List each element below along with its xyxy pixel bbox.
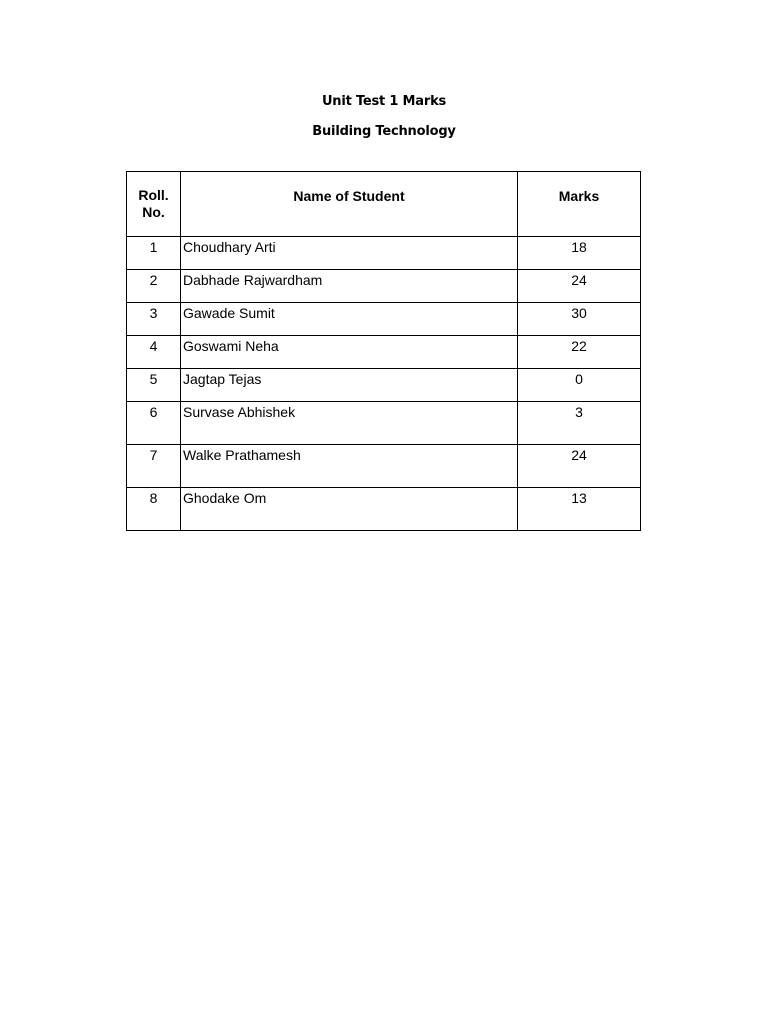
- student-name-cell: Dabhade Rajwardham: [181, 270, 518, 303]
- roll-no-cell: 7: [127, 445, 181, 488]
- table-row: [127, 445, 641, 488]
- table-row: [127, 369, 641, 402]
- header-marks: Marks: [518, 172, 641, 237]
- header-roll-no: Roll. No.: [127, 172, 181, 237]
- roll-no-cell: 3: [127, 303, 181, 336]
- table-row: [127, 402, 641, 445]
- roll-no-cell: 6: [127, 402, 181, 445]
- student-name-cell: Survase Abhishek: [181, 402, 518, 445]
- roll-no-cell: 4: [127, 336, 181, 369]
- marks-cell: 18: [518, 237, 641, 270]
- student-name-cell: Goswami Neha: [181, 336, 518, 369]
- marks-cell: 22: [518, 336, 641, 369]
- marks-cell: 13: [518, 488, 641, 531]
- student-name-cell: Jagtap Tejas: [181, 369, 518, 402]
- table-row: [127, 237, 641, 270]
- page-title: Unit Test 1 Marks: [321, 94, 447, 109]
- marks-table: [126, 171, 641, 531]
- student-name-cell: Ghodake Om: [181, 488, 518, 531]
- marks-cell: 30: [518, 303, 641, 336]
- header-student-name: Name of Student: [181, 172, 518, 237]
- roll-no-cell: 2: [127, 270, 181, 303]
- roll-no-cell: 8: [127, 488, 181, 531]
- marks-cell: 3: [518, 402, 641, 445]
- student-name-cell: Gawade Sumit: [181, 303, 518, 336]
- marks-cell: 24: [518, 270, 641, 303]
- marks-cell: 0: [518, 369, 641, 402]
- table-row: [127, 488, 641, 531]
- page-subtitle: Building Technology: [312, 124, 456, 139]
- table-row: [127, 303, 641, 336]
- student-name-cell: Walke Prathamesh: [181, 445, 518, 488]
- table-row: [127, 336, 641, 369]
- marks-cell: 24: [518, 445, 641, 488]
- student-name-cell: Choudhary Arti: [181, 237, 518, 270]
- table-header-row: [127, 172, 641, 237]
- roll-no-cell: 1: [127, 237, 181, 270]
- roll-no-cell: 5: [127, 369, 181, 402]
- table-row: [127, 270, 641, 303]
